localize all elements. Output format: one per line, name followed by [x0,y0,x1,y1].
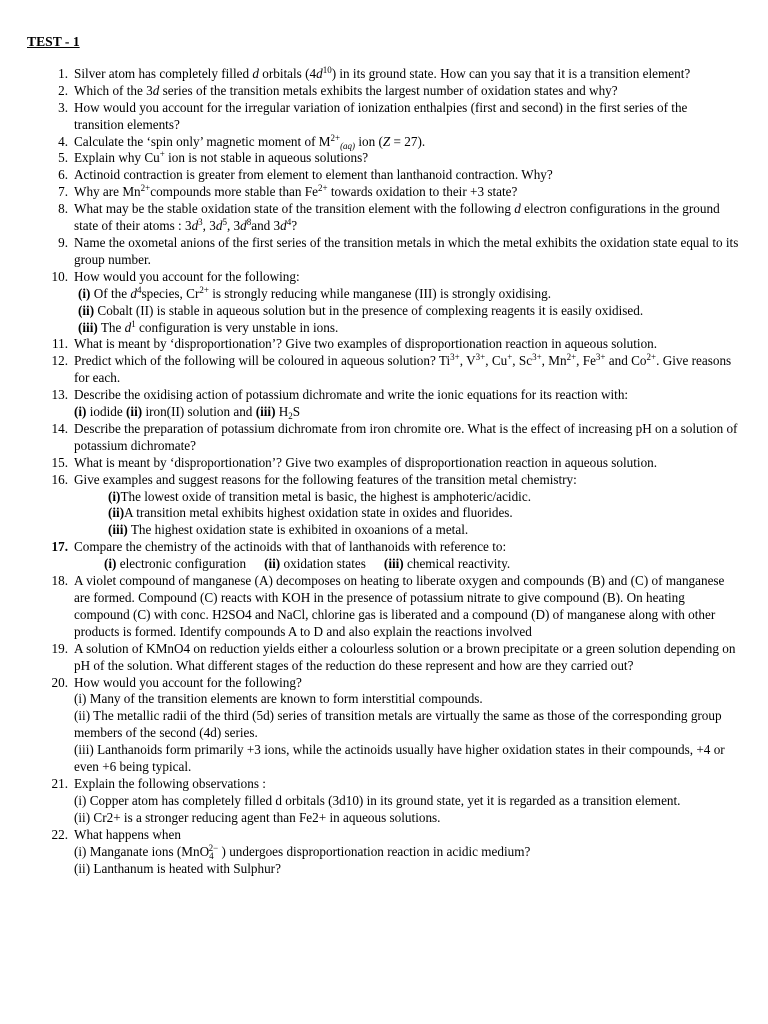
question-number: 12. [51,353,68,369]
question-19 [27,641,740,675]
question-text: How would you account for the irregular variation of ionization enthalpies (first and second) in the first series of the transition elements? [74,99,688,132]
sub-question: (ii) Cr2+ is a stronger reducing agent than Fe2+ in aqueous solutions. [74,809,441,825]
sub-question: (ii) Lanthanum is heated with Sulphur? [74,860,281,876]
question-text: Describe the oxidising action of potassium dichromate and write the ionic equations for its reaction with: [74,387,629,403]
sub-question: (i) Manganate ions (MnO$_4^{2-}$ ) undergoes disproportionation reaction in acidic medium? [74,842,531,861]
page-title: TEST - 1 [27,34,80,49]
question-text: Predict which of the following will be coloured in aqueous solution? $Ti^{3+}$, $V^{3+}$, Cu+, $Sc^{3+}$, $Mn^{2+}$, $Fe^{3+}$ and $Co^{2+}$. Give reasons for each. [74,352,732,386]
question-20 [27,675,740,776]
question-10 [27,269,740,337]
sub-question: (ii) Cobalt (II) is stable in aqueous solution but in the presence of complexing reagents it is easily oxidised. [78,302,644,318]
question-11 [27,336,740,353]
question-number: 14. [51,420,68,436]
question-text: Describe the preparation of potassium dichromate from iron chromite ore. What is the effect of increasing pH on a solution of potassium dichromate? [74,420,738,453]
question-number: 18. [51,573,68,589]
question-16 [27,472,740,540]
sub-question: (i) iodide (ii) iron(II) solution and (iii) $H_2S$ [74,404,301,422]
question-13 [27,387,740,421]
question-3 [27,100,740,134]
question-text: Silver atom has completely filled d orbitals $(4d^{10})$ in its ground state. How can you say that it is a transition element? [74,64,691,81]
sub-question: (iii) The highest oxidation state is exhibited in oxoanions of a metal. [108,522,469,538]
question-text: How would you account for the following: [74,268,300,284]
sub-question: (ii) The metallic radii of the third (5d) series of transition metals are virtually the same as those of the corresponding group members of the second (4d) series. [74,708,722,741]
question-number: 2. [58,82,68,98]
sub-question: (ii)A transition metal exhibits highest oxidation state in oxides and fluorides. [108,505,513,521]
question-text: Explain why Cu+ ion is not stable in aqueous solutions? [74,149,369,166]
question-4 [27,134,740,151]
question-number: 10. [51,268,68,284]
question-number: 11. [52,336,68,352]
sub-question: (iii) The $d^1$ configuration is very unstable in ions. [78,318,339,335]
question-text: A solution of KMnO4 on reduction yields either a colourless solution or a brown precipitate or a green solution depending on pH of the solution. What different stages of the reduction do these represent and how are they carried out? [74,640,736,673]
question-number: 8. [58,201,68,217]
question-8 [27,201,740,235]
question-list [27,66,740,878]
question-number: 7. [58,184,68,200]
question-text: Which of the 3d series of the transition metals exhibits the largest number of oxidation states and why? [74,82,618,98]
sub-question: (i) Many of the transition elements are known to form interstitial compounds. [74,691,483,707]
question-9 [27,235,740,269]
question-21 [27,776,740,827]
question-number: 22. [51,826,68,842]
question-text: What may be the stable oxidation state of the transition element with the following d electron configurations in the ground state of their atoms : $3d^3$, $3d^5$, $3d^8and$ $3d^4$? [74,201,720,234]
question-number: 5. [58,150,68,166]
question-22 [27,827,740,878]
question-text: What happens when [74,826,181,842]
question-7 [27,184,740,201]
question-5 [27,150,740,167]
question-text: Name the oxometal anions of the first series of the transition metals in which the metal exhibits the oxidation state equal to its group number. [74,234,739,267]
question-text: How would you account for the following? [74,674,302,690]
question-number: 9. [58,234,68,250]
question-text: Give examples and suggest reasons for the following features of the transition metal chemistry: [74,471,577,487]
question-number: 19. [51,640,68,656]
question-15 [27,455,740,472]
question-2 [27,83,740,100]
question-number: 6. [58,167,68,183]
question-number: 15. [51,454,68,470]
question-1 [27,66,740,83]
question-number: 13. [51,387,68,403]
question-text: Compare the chemistry of the actinoids with that of lanthanoids with reference to: [74,539,507,555]
question-text: What is meant by ‘disproportionation’? Give two examples of disproportionation reaction in aqueous solution. [74,454,658,470]
question-text: Actinoid contraction is greater from element to element than lanthanoid contraction. Why? [74,167,553,183]
question-18 [27,573,740,641]
question-number: 20. [51,674,68,690]
sub-question: (i) electronic configuration (ii) oxidation states (iii) chemical reactivity. [104,556,511,572]
question-number: 4. [58,133,68,149]
question-text: A violet compound of manganese (A) decomposes on heating to liberate oxygen and compounds (B) and (C) of manganese are formed. Compound (C) reacts with KOH in the presence of potassium nitrate to give compound (B). On heating compound (C) with conc. H2SO4 and NaCl, chlorine gas is liberated and a compound (D) of manganese along with other products is formed. Identify compounds A to D and also explain the reactions involved [74,573,725,639]
question-14 [27,421,740,455]
question-number: 21. [51,775,68,791]
sub-question: (iii) Lanthanoids form primarily +3 ions, while the actinoids usually have higher oxidation states in their compounds, +4 or even +6 being typical. [74,742,725,775]
question-text: Why are $Mn^{2+}compounds$ more stable than $Fe^{2+}$ towards oxidation to their +3 state? [74,183,518,200]
question-number: 1. [58,65,68,81]
question-17 [27,539,740,573]
question-number: 3. [58,99,68,115]
question-text: Calculate the ‘spin only’ magnetic moment of $M^{2+}_{(aq)}$ ion (Z = 27). [74,132,426,151]
question-text: Explain the following observations : [74,775,266,791]
question-number: 16. [51,471,68,487]
question-text: What is meant by ‘disproportionation’? Give two examples of disproportionation reaction in aqueous solution. [74,336,658,352]
question-6 [27,167,740,184]
sub-question: (i)The lowest oxide of transition metal is basic, the highest is amphoteric/acidic. [108,488,531,504]
sub-question: (i) Copper atom has completely filled d orbitals (3d10) in its ground state, yet it is regarded as a transition element. [74,792,681,808]
question-number: 17. [51,539,68,555]
sub-question: (i) Of the $d^4species$, $Cr^{2+}$ is strongly reducing while manganese (III) is strongly oxidising. [78,284,552,301]
question-12 [27,353,740,387]
